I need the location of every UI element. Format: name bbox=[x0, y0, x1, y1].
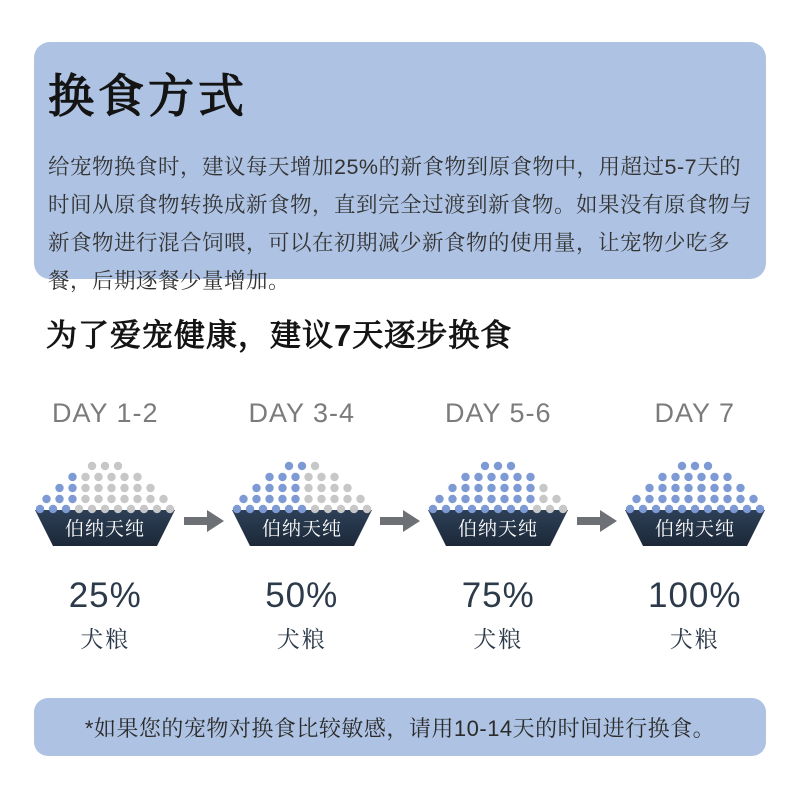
day-label: DAY 1-2 bbox=[51, 398, 159, 428]
arrow-cell bbox=[576, 510, 618, 532]
arrow-cell bbox=[183, 510, 225, 532]
food-type-label: 犬粮 bbox=[276, 626, 327, 652]
food-type-label: 犬粮 bbox=[473, 626, 524, 652]
svg-text:伯纳天纯: 伯纳天纯 bbox=[458, 519, 539, 540]
stage-day-5-6 bbox=[421, 398, 576, 654]
right-arrow-icon bbox=[184, 510, 224, 532]
percent-label: 50% bbox=[265, 576, 339, 615]
stage-day-7 bbox=[618, 398, 773, 654]
percent-label: 25% bbox=[68, 576, 142, 615]
section-heading: 为了爱宠健康，建议7天逐步换食 bbox=[46, 318, 513, 353]
right-arrow-icon bbox=[577, 510, 617, 532]
kibble-bowl-illustration bbox=[423, 452, 573, 549]
day-label: DAY 7 bbox=[654, 398, 736, 428]
footnote-panel bbox=[34, 698, 766, 756]
svg-text:伯纳天纯: 伯纳天纯 bbox=[65, 519, 146, 540]
stage-day-3-4 bbox=[225, 398, 380, 654]
arrow-cell bbox=[379, 510, 421, 532]
header-panel bbox=[34, 42, 766, 293]
day-label: DAY 5-6 bbox=[444, 398, 552, 428]
kibble-bowl-illustration bbox=[30, 452, 180, 549]
food-type-label: 犬粮 bbox=[80, 626, 131, 652]
food-type-label: 犬粮 bbox=[669, 626, 720, 652]
stage-day-1-2 bbox=[28, 398, 183, 654]
transition-stages-row bbox=[0, 398, 800, 654]
svg-text:伯纳天纯: 伯纳天纯 bbox=[261, 519, 342, 540]
kibble-bowl-illustration bbox=[227, 452, 377, 549]
footnote-text: *如果您的宠物对换食比较敏感，请用10-14天的时间进行换食。 bbox=[84, 715, 716, 741]
page-title: 换食方式 bbox=[48, 70, 248, 122]
right-arrow-icon bbox=[380, 510, 420, 532]
percent-label: 75% bbox=[461, 576, 535, 615]
day-label: DAY 3-4 bbox=[248, 398, 356, 428]
kibble-bowl-illustration bbox=[620, 452, 770, 549]
percent-label: 100% bbox=[647, 576, 742, 615]
header-description: 给宠物换食时，建议每天增加25%的新食物到原食物中，用超过5-7天的时间从原食物转换成新食物，直到完全过渡到新食物。如果没有原食物与新食物进行混合饲喂，可以在初期减少新食物的使用量，让宠物少吃多餐，后期逐餐少量增加。 bbox=[48, 155, 753, 293]
svg-text:伯纳天纯: 伯纳天纯 bbox=[654, 519, 735, 540]
